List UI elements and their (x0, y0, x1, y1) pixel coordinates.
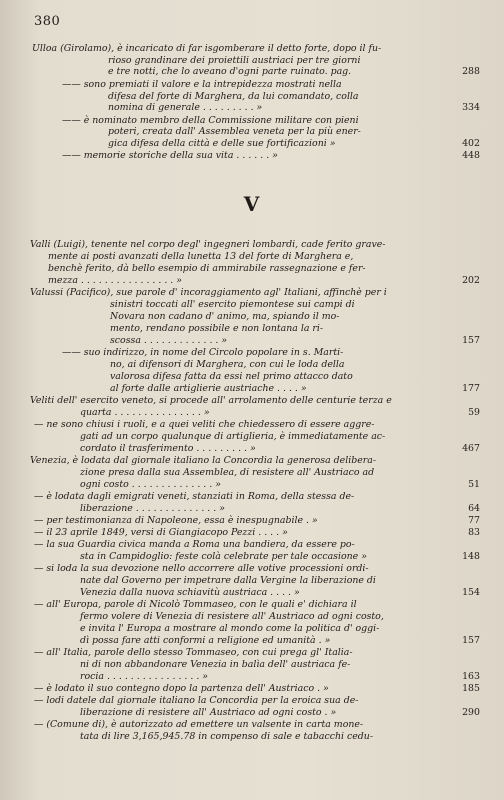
index-line (0, 576, 504, 586)
index-line-text: mezza . . . . . . . . . . . . . . . . » (48, 275, 182, 286)
index-line (0, 67, 504, 77)
index-line-text: Venezia, è lodata dal giornale italiano la Concordia la generosa delibera- (30, 455, 376, 466)
index-line (0, 432, 504, 442)
index-line-text: fermo volere di Venezia di resistere all' Austriaco ad ogni costo, (80, 611, 384, 622)
index-page-ref: 202 (462, 275, 480, 286)
index-line-text: dì possa fare atti conformi a religione ed umanità . » (80, 635, 331, 646)
index-line-text: Valussi (Pacifico), sue parole d' incoraggiamento agl' Italiani, affinchè per i (30, 287, 387, 298)
index-line (0, 372, 504, 382)
index-page-ref: 83 (468, 527, 480, 538)
index-line-text: — è lodata dagli emigrati veneti, stanziati in Roma, della stessa de- (34, 491, 355, 502)
index-line (0, 552, 504, 562)
index-line-text: ni di non abbandonare Venezia in balìa dell' austriaca fe- (80, 659, 351, 670)
index-line (0, 504, 504, 514)
index-line (0, 300, 504, 310)
index-line-text: e invita l' Europa a mostrare al mondo come la politica d' oggi- (80, 623, 380, 634)
index-line (0, 312, 504, 322)
index-line-text: difesa del forte di Marghera, da lui comandato, colla (108, 91, 359, 102)
index-line (0, 384, 504, 394)
index-line (0, 44, 504, 54)
index-line (0, 648, 504, 658)
index-line-text: scossa . . . . . . . . . . . . . » (110, 335, 228, 346)
index-line-text: poteri, creata dall' Assemblea veneta per la più ener- (108, 126, 361, 137)
index-line-text: benchè ferito, dà bello esempio di ammirabile rassegnazione e fer- (48, 263, 366, 274)
index-line-text: Ulloa (Girolamo), è incaricato di far isgomberare il detto forte, dopo il fu- (32, 43, 382, 54)
index-page-ref: 59 (468, 407, 480, 418)
index-line (0, 672, 504, 682)
index-line (0, 444, 504, 454)
index-line (0, 264, 504, 274)
index-line-text: mente ai posti avanzati della lunetta 13 del forte di Marghera e, (48, 251, 354, 262)
index-line (0, 468, 504, 478)
index-page-ref: 148 (462, 551, 480, 562)
index-line-text: Novara non cadano d' animo, ma, spiando il mo- (110, 311, 340, 322)
index-line (0, 116, 504, 126)
index-line (0, 80, 504, 90)
index-line-text: nate dal Governo per impetrare dalla Vergine la liberazione di (80, 575, 376, 586)
index-line-text: nomina di generale . . . . . . . . . » (108, 102, 263, 113)
index-line-text: — il 23 aprile 1849, versi di Giangiacopo Pezzi . . . . » (34, 527, 288, 538)
index-line-text: — all' Europa, parole di Nicolò Tommaseo, con le quali e' dichiara il (34, 599, 357, 610)
index-line-text: liberazione di resistere all' Austriaco ad ogni costo . » (80, 707, 337, 718)
index-line (0, 276, 504, 286)
index-line-text: —— è nominato membro della Commissione militare con pieni (62, 115, 359, 126)
index-line (0, 540, 504, 550)
index-line-text: tata di lire 3,165,945.78 in compenso di sale e tabacchi cedu- (80, 731, 374, 742)
index-page-ref: 77 (468, 515, 480, 526)
index-page-ref: 185 (462, 683, 480, 694)
index-line (0, 684, 504, 694)
index-line (0, 56, 504, 66)
index-page-ref: 157 (462, 335, 480, 346)
index-line-text: gati ad un corpo qualunque di artiglieria, è immediatamente ac- (80, 431, 386, 442)
index-page-ref: 51 (468, 479, 480, 490)
index-line (0, 139, 504, 149)
index-line (0, 492, 504, 502)
index-line (0, 252, 504, 262)
index-line-text: — (Comune di), è autorizzato ad emettere un valsente in carta mone- (34, 719, 364, 730)
index-line-text: — per testimonianza di Napoleone, essa è inespugnabile . » (34, 515, 318, 526)
index-line (0, 408, 504, 418)
index-line-text: cordato il trasferimento . . . . . . . . . » (80, 443, 256, 454)
index-line (0, 612, 504, 622)
index-page-ref: 154 (462, 587, 480, 598)
index-line (0, 324, 504, 334)
index-line-text: rioso grandinare dei proiettili austriaci per tre giorni (108, 55, 361, 66)
index-line (0, 564, 504, 574)
index-line-text: —— sono premiati il valore e la intrepidezza mostrati nella (62, 79, 342, 90)
index-line (0, 240, 504, 250)
index-line-text: e tre notti, che lo aveano d'ogni parte ruinato. pag. (108, 66, 352, 77)
index-line (0, 528, 504, 538)
index-line-text: quarta . . . . . . . . . . . . . . . » (80, 407, 210, 418)
index-line-text: gica difesa della città e delle sue fortificazioni » (108, 138, 336, 149)
index-line (0, 288, 504, 298)
index-line (0, 480, 504, 490)
index-page-ref: 157 (462, 635, 480, 646)
index-line (0, 660, 504, 670)
index-line (0, 456, 504, 466)
index-line-text: — è lodato il suo contegno dopo la partenza dell' Austriaco . » (34, 683, 329, 694)
index-page-ref: 177 (462, 383, 480, 394)
index-line-text: sta in Campidoglio: feste colà celebrate per tale occasione » (80, 551, 367, 562)
index-line (0, 720, 504, 730)
index-page-ref: 402 (462, 138, 480, 149)
index-line-text: liberazione . . . . . . . . . . . . . . » (80, 503, 225, 514)
index-line (0, 103, 504, 113)
index-line (0, 588, 504, 598)
index-line (0, 348, 504, 358)
index-line-text: — la sua Guardia civica manda a Roma una bandiera, da essere po- (34, 539, 355, 550)
index-line (0, 696, 504, 706)
index-line-text: sinistri toccati all' esercito piemontese sui campi di (110, 299, 355, 310)
index-line-text: valorosa difesa fatta da essi nel primo attacco dato (110, 371, 353, 382)
index-line-text: —— memorie storiche della sua vita . . . . . . » (62, 150, 278, 161)
index-line (0, 600, 504, 610)
index-line-text: zione presa dalla sua Assemblea, di resistere all' Austriaco ad (80, 467, 375, 478)
index-line-text: — all' Italia, parole dello stesso Tommaseo, con cui prega gl' Italia- (34, 647, 353, 658)
page-number: 380 (34, 14, 61, 29)
index-line (0, 92, 504, 102)
index-line (0, 336, 504, 346)
index-line-text: Venezia dalla nuova schiavitù austriaca . . . . » (80, 587, 300, 598)
index-page-ref: 290 (462, 707, 480, 718)
index-page-ref: 448 (462, 150, 480, 161)
index-line (0, 151, 504, 161)
index-line-text: —— suo indirizzo, in nome del Circolo popolare in s. Marti- (62, 347, 344, 358)
section-letter: V (243, 192, 261, 216)
index-line-text: mento, rendano possibile e non lontana la ri- (110, 323, 324, 334)
index-line (0, 636, 504, 646)
index-page-ref: 64 (468, 503, 480, 514)
index-page-ref: 288 (462, 66, 480, 77)
index-line (0, 624, 504, 634)
index-line-text: Valli (Luigi), tenente nel corpo degl' ingegneri lombardi, cade ferito grave- (30, 239, 386, 250)
index-line (0, 127, 504, 137)
index-page-ref: 467 (462, 443, 480, 454)
index-line-text: — lodi datele dal giornale italiano la Concordia per la eroica sua de- (34, 695, 359, 706)
index-line (0, 360, 504, 370)
index-line-text: ogni costo . . . . . . . . . . . . . . » (80, 479, 221, 490)
index-page-ref: 334 (462, 102, 480, 113)
index-line (0, 708, 504, 718)
index-line-text: — ne sono chiusi i ruoli, e a quei veliti che chiedessero di essere aggre- (34, 419, 375, 430)
index-line (0, 516, 504, 526)
index-line-text: no, ai difensori di Marghera, con cui le loda della (110, 359, 345, 370)
index-line (0, 396, 504, 406)
index-page-ref: 163 (462, 671, 480, 682)
index-line-text: Veliti dell' esercito veneto, si procede all' arrolamento delle centurie terza e (30, 395, 392, 406)
index-line-text: — si loda la sua devozione nello accorrere alle votive processioni ordi- (34, 563, 369, 574)
index-line-text: rocia . . . . . . . . . . . . . . . . » (80, 671, 209, 682)
index-line (0, 732, 504, 742)
index-line (0, 420, 504, 430)
index-line-text: al forte dalle artiglierie austriache . . . . » (110, 383, 307, 394)
